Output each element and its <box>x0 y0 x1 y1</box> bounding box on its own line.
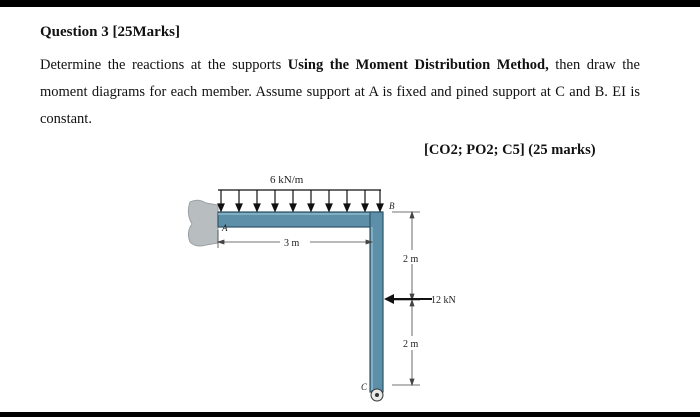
statement-method: Using the Moment Distribution Method, <box>287 57 549 73</box>
fixed-wall-support <box>188 200 218 246</box>
statement-text-end: then draw the moment diagrams for each member. Assume support at A is fixed and pined support at C and B. EI is constant. <box>40 57 640 127</box>
lower-height-label: 2 m <box>403 339 419 350</box>
distributed-load <box>218 190 383 211</box>
point-load-arrow <box>384 294 432 304</box>
upper-height-label: 2 m <box>403 254 419 265</box>
distributed-load-label: 6 kN/m <box>270 174 304 186</box>
question-title: Question 3 [25Marks] <box>40 24 180 40</box>
statement-text-start: Determine the reactions at the supports <box>40 57 288 73</box>
bottom-border <box>0 412 700 417</box>
node-a-label: A <box>222 223 228 233</box>
point-load-label: 12 kN <box>431 295 456 306</box>
course-outcomes: [CO2; PO2; C5] (25 marks) <box>424 142 596 158</box>
node-c-label: C <box>361 382 368 392</box>
pin-center <box>375 393 379 397</box>
node-b-label: B <box>389 201 395 211</box>
span-dimension-label: 3 m <box>284 238 300 249</box>
